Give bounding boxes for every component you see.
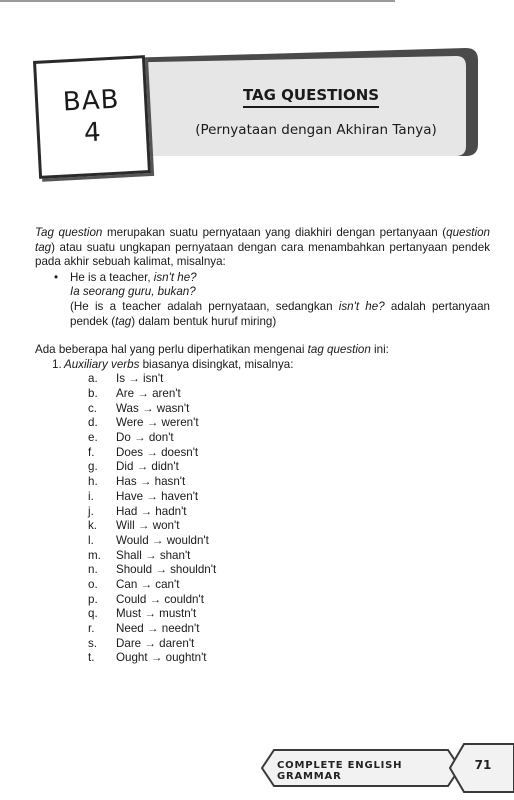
list-item (35, 519, 490, 534)
example-tag: isn't he? (153, 270, 197, 284)
list-letter: d. (88, 416, 98, 430)
list-text: Do → don't (116, 431, 174, 445)
list-text: Has → hasn't (116, 475, 186, 489)
list-letter: e. (88, 431, 98, 445)
intro-text-2: ) atau suatu ungkapan pernyataan dengan cara menambahkan pertanyaan pendek pada akhir sebuah kalimat, misalnya: (35, 240, 490, 269)
list-item (35, 578, 490, 593)
list-text: Had → hadn't (116, 504, 187, 518)
list-letter: n. (88, 563, 98, 577)
list-letter: b. (88, 387, 98, 401)
chapter-title-text: TAG QUESTIONS (243, 86, 379, 108)
list-letter: c. (88, 401, 98, 415)
list-text: Are → aren't (116, 387, 181, 401)
list-item (35, 637, 490, 652)
numbered-point-1 (35, 358, 490, 373)
section-intro-2: ini: (370, 343, 389, 357)
example-note-tag2: tag (115, 314, 132, 328)
point-text: biasanya disingkat, misalnya: (139, 357, 294, 371)
list-letter: j. (88, 504, 94, 518)
list-letter: f. (88, 445, 95, 459)
intro-question-tag: question tag (35, 226, 490, 254)
list-item (35, 622, 490, 637)
list-letter: l. (88, 533, 94, 547)
list-item (35, 460, 490, 475)
example-sentence (70, 271, 490, 286)
list-item (35, 475, 490, 490)
list-text: Ought → oughtn't (116, 651, 207, 665)
list-item (35, 387, 490, 402)
example-note-1: (He is a teacher adalah pernyataan, sedangkan (70, 299, 339, 313)
list-item (35, 549, 490, 564)
intro-text-1: merupakan suatu pernyataan yang diakhiri dengan pertanyaan ( (102, 226, 447, 239)
point-number: 1. (52, 357, 62, 371)
list-letter: s. (88, 636, 98, 650)
list-item (35, 607, 490, 622)
example-bullet (35, 271, 490, 329)
example-note (70, 300, 490, 329)
top-rule (0, 0, 395, 2)
list-item (35, 563, 490, 578)
list-text: Does → doesn't (116, 445, 199, 459)
example-translation-text: Ia seorang guru, bukan? (70, 285, 196, 299)
list-item (35, 416, 490, 431)
example-note-2: adalah pertanyaan pendek ( (70, 299, 490, 328)
list-text: Will → won't (116, 519, 180, 533)
list-text: Were → weren't (116, 416, 199, 430)
list-item (35, 534, 490, 549)
page-number: 71 (474, 758, 492, 772)
list-letter: m. (88, 548, 101, 562)
list-letter: i. (88, 489, 94, 503)
list-item (35, 402, 490, 417)
chapter-title (180, 86, 442, 104)
chapter-subtitle: (Pernyataan dengan Akhiran Tanya) (195, 122, 437, 138)
list-text: Is → isn't (116, 372, 164, 386)
list-text: Could → couldn't (116, 592, 204, 606)
chapter-number-box (33, 55, 151, 179)
list-text: Was → wasn't (116, 401, 190, 415)
list-item (35, 431, 490, 446)
list-letter: h. (88, 475, 98, 489)
section-intro (35, 343, 490, 358)
list-text: Have → haven't (116, 489, 199, 503)
list-text: Dare → daren't (116, 636, 195, 650)
list-item (35, 490, 490, 505)
example-sentence-text: He is a teacher, (70, 270, 154, 284)
list-item (35, 505, 490, 520)
list-item (35, 593, 490, 608)
list-text: Did → didn't (116, 460, 179, 474)
list-item (35, 372, 490, 387)
list-text: Should → shouldn't (116, 563, 217, 577)
page-content (35, 226, 490, 666)
list-letter: o. (88, 577, 98, 591)
section-intro-tag: tag question (307, 343, 371, 357)
example-translation (70, 285, 490, 300)
list-text: Must → mustn't (116, 607, 197, 621)
point-term: Auxiliary verbs (64, 357, 140, 371)
example-note-3: ) dalam bentuk huruf miring) (131, 314, 277, 328)
footer-book-title: COMPLETE ENGLISH GRAMMAR (277, 760, 403, 782)
list-letter: k. (88, 519, 98, 533)
intro-term: Tag question (35, 226, 103, 239)
example-note-tag: isn't he? (338, 299, 385, 313)
bab-number: 4 (83, 117, 103, 149)
bullet-dot: • (54, 270, 59, 284)
list-item (35, 651, 490, 666)
list-letter: g. (88, 460, 98, 474)
list-text: Can → can't (116, 577, 180, 591)
intro-paragraph (35, 226, 490, 270)
section-intro-1: Ada beberapa hal yang perlu diperhatikan mengenai (35, 343, 308, 357)
list-item (35, 446, 490, 461)
list-text: Would → wouldn't (116, 533, 209, 547)
list-letter: q. (88, 607, 98, 621)
list-letter: r. (88, 622, 95, 636)
contraction-list (35, 372, 490, 666)
list-letter: p. (88, 592, 98, 606)
bab-label: BAB (62, 84, 121, 118)
list-letter: t. (88, 651, 95, 665)
list-text: Need → needn't (116, 622, 200, 636)
list-text: Shall → shan't (116, 548, 191, 562)
list-letter: a. (88, 372, 98, 386)
